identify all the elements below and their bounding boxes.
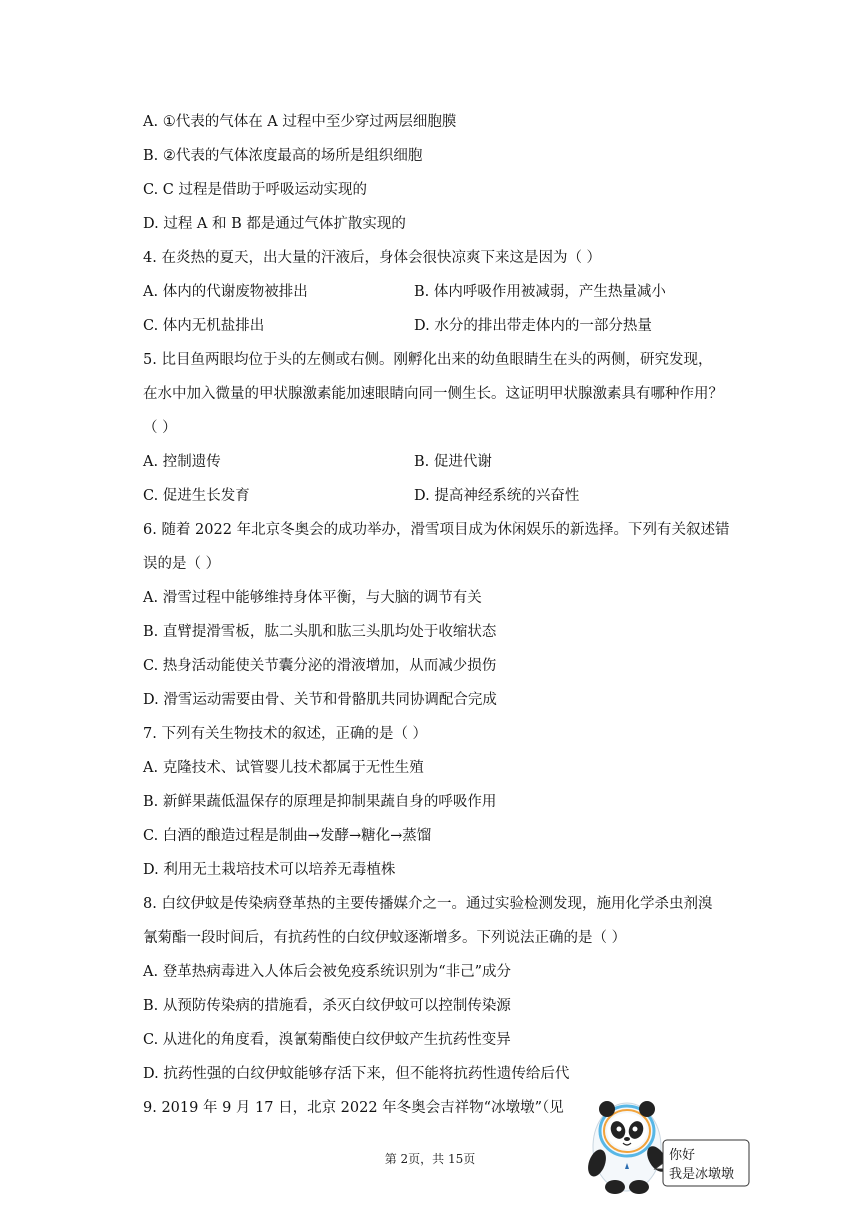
text-line: B. 新鲜果蔬低温保存的原理是抑制果蔬自身的呼吸作用 (143, 794, 497, 810)
text-line: C. 热身活动能使关节囊分泌的滑液增加，从而减少损伤 (143, 658, 497, 674)
bubble-text-2: 我是冰墩墩 (669, 1167, 735, 1182)
text-line: A. 克隆技术、试管婴儿技术都属于无性生殖 (143, 760, 424, 776)
text-line: 9. 2019 年 9 月 17 日，北京 2022 年冬奥会吉祥物“冰墩墩”（见 (143, 1100, 564, 1116)
text-line: D. 滑雪运动需要由骨、关节和骨骼肌共同协调配合完成 (143, 692, 497, 708)
text-line: D. 利用无土栽培技术可以培养无毒植株 (143, 862, 396, 878)
text-line: （ ） (143, 420, 177, 436)
text-line: 7. 下列有关生物技术的叙述，正确的是（ ） (143, 726, 428, 742)
text-line: B. 直臂提滑雪板，肱二头肌和肱三头肌均处于收缩状态 (143, 624, 497, 640)
text-line: 氰菊酯一段时间后，有抗药性的白纹伊蚊逐渐增多。下列说法正确的是（ ） (143, 930, 627, 946)
text-line: 5. 比目鱼两眼均位于头的左侧或右侧。刚孵化出来的幼鱼眼睛生在头的两侧，研究发现， (143, 352, 713, 368)
text-line: C. 体内无机盐排出 (143, 318, 265, 334)
text-line: 8. 白纹伊蚊是传染病登革热的主要传播媒介之一。通过实验检测发现，施用化学杀虫剂溴 (143, 896, 713, 912)
text-line: A. ①代表的气体在 A 过程中至少穿过两层细胞膜 (143, 114, 457, 130)
text-line: A. 体内的代谢废物被排出 (143, 284, 308, 300)
text-line: 6. 随着 2022 年北京冬奥会的成功举办，滑雪项目成为休闲娱乐的新选择。下列有关叙述错 (143, 522, 730, 538)
text-line: A. 滑雪过程中能够维持身体平衡，与大脑的调节有关 (143, 590, 482, 606)
page-footer: 第 2页，共 15页 (384, 1152, 476, 1166)
text-line: B. 从预防传染病的措施看，杀灭白纹伊蚊可以控制传染源 (143, 998, 511, 1014)
text-line: D. 过程 A 和 B 都是通过气体扩散实现的 (143, 216, 406, 232)
text-line: 4. 在炎热的夏天，出大量的汗液后，身体会很快凉爽下来这是因为（ ） (143, 250, 602, 266)
option-right: D. 提高神经系统的兴奋性 (414, 488, 580, 504)
text-line: 误的是（ ） (143, 556, 221, 572)
text-line: B. ②代表的气体浓度最高的场所是组织细胞 (143, 148, 423, 164)
text-line: C. 从进化的角度看，溴氰菊酯使白纹伊蚊产生抗药性变异 (143, 1032, 511, 1048)
text-line: C. 促进生长发育 (143, 488, 250, 504)
text-line: A. 控制遗传 (143, 454, 221, 470)
option-right: D. 水分的排出带走体内的一部分热量 (414, 318, 652, 334)
text-line: C. C 过程是借助于呼吸运动实现的 (143, 182, 367, 198)
text-line: 在水中加入微量的甲状腺激素能加速眼睛向同一侧生长。这证明甲状腺激素具有哪种作用？ (143, 386, 723, 402)
text-line: C. 白酒的酿造过程是制曲→发酵→糖化→蒸馏 (143, 828, 432, 844)
option-right: B. 体内呼吸作用被减弱，产生热量减小 (414, 284, 666, 300)
bubble-text-1: 你好 (669, 1148, 696, 1163)
text-line: D. 抗药性强的白纹伊蚊能够存活下来，但不能将抗药性遗传给后代 (143, 1066, 570, 1082)
bing-dwen-dwen-mascot-illustration (585, 1085, 755, 1195)
text-line: A. 登革热病毒进入人体后会被免疫系统识别为“非己”成分 (143, 964, 512, 980)
option-right: B. 促进代谢 (414, 454, 492, 470)
